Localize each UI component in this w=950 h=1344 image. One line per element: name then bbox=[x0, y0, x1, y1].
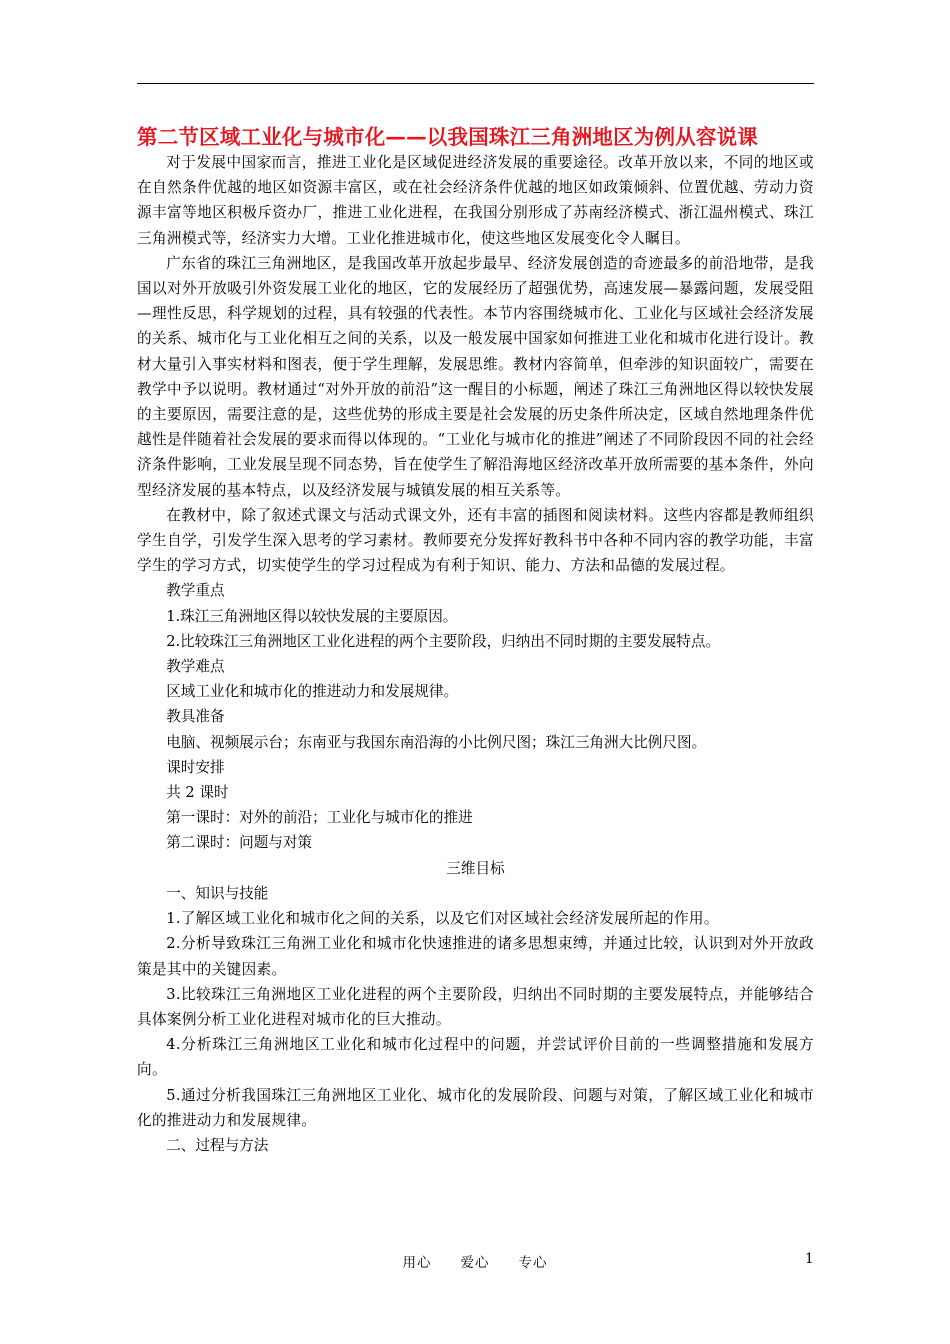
teaching-aids-heading: 教具准备 bbox=[166, 708, 225, 726]
schedule-heading: 课时安排 bbox=[166, 758, 225, 776]
teaching-focus-item-1: 1.珠江三角洲地区得以较快发展的主要原因。 bbox=[166, 607, 458, 625]
intro-paragraph-2: 广东省的珠江三角洲地区，是我国改革开放起步最早、经济发展创造的奇迹最多的前沿地带，是我国以对外开放吸引外资发展工业化的地区，它的发展经历了超强优势，高速发展—暴露问题，发展受阻—理性反思，科学规划的过程，具有较强的代表性。本节内容围绕城市化、工业化与区域社会经济发展的关系、城市化与工业化相互之间的关系，以及一般发展中国家如何推进工业化和城市化进行设计。教材大量引入事实材料和图表，便于学生理解，发展思维。教材内容简单，但牵涉的知识面较广，需要在教学中予以说明。教材通过“对外开放的前沿”这一醒目的小标题，阐述了珠江三角洲地区得以较快发展的主要原因，需要注意的是，这些优势的形成主要是社会发展的历史条件所决定，区域自然地理条件优越性是伴随着社会发展的要求而得以体现的。“工业化与城市化的推进”阐述了不同阶段因不同的社会经济条件影响，工业发展呈现不同态势，旨在使学生了解沿海地区经济改革开放所需要的基本条件，外向型经济发展的基本特点，以及经济发展与城镇发展的相互关系等。 bbox=[137, 254, 814, 499]
header-rule bbox=[137, 83, 814, 84]
objective-item-3: 3.比较珠江三角洲地区工业化进程的两个主要阶段，归纳出不同时期的主要发展特点，并能够结合具体案例分析工业化进程对城市化的巨大推动。 bbox=[137, 985, 814, 1028]
schedule-total: 共 2 课时 bbox=[166, 784, 229, 802]
schedule-lesson-2: 第二课时：问题与对策 bbox=[166, 834, 313, 852]
document-body bbox=[137, 124, 814, 1158]
page-number: 1 bbox=[805, 1251, 814, 1267]
teaching-focus-item-2: 2.比较珠江三角洲地区工业化进程的两个主要阶段，归纳出不同时期的主要发展特点。 bbox=[166, 632, 721, 650]
teaching-aids-text: 电脑、视频展示台；东南亚与我国东南沿海的小比例尺图；珠江三角洲大比例尺图。 bbox=[166, 733, 707, 751]
objective-item-1: 1.了解区域工业化和城市化之间的关系，以及它们对区域社会经济发展所起的作用。 bbox=[166, 910, 719, 928]
objectives-section-2: 二、过程与方法 bbox=[166, 1136, 269, 1154]
document-title: 第二节区域工业化与城市化——以我国珠江三角洲地区为例从容说课 bbox=[137, 125, 758, 149]
objective-item-5: 5.通过分析我国珠江三角洲地区工业化、城市化的发展阶段、问题与对策，了解区域工业化和城市化的推进动力和发展规律。 bbox=[137, 1086, 814, 1129]
teaching-difficulty-text: 区域工业化和城市化的推进动力和发展规律。 bbox=[166, 683, 459, 701]
objective-item-4: 4.分析珠江三角洲地区工业化和城市化过程中的问题，并尝试评价目前的一些调整措施和发展方向。 bbox=[137, 1036, 814, 1079]
objective-item-2: 2.分析导致珠江三角洲工业化和城市化快速推进的诸多思想束缚，并通过比较，认识到对外开放政策是其中的关键因素。 bbox=[137, 935, 814, 978]
intro-paragraph-3: 在教材中，除了叙述式课文与活动式课文外，还有丰富的插图和阅读材料。这些内容都是教师组织学生自学，引发学生深入思考的学习素材。教师要充分发挥好教科书中各种不同内容的教学功能，丰富学生的学习方式，切实使学生的学习过程成为有利于知识、能力、方法和品德的发展过程。 bbox=[137, 506, 814, 575]
schedule-lesson-1: 第一课时：对外的前沿；工业化与城市化的推进 bbox=[166, 809, 473, 827]
footer-motto: 用心 爱心 专心 bbox=[402, 1255, 548, 1271]
teaching-focus-heading: 教学重点 bbox=[166, 582, 225, 600]
intro-paragraph-1: 对于发展中国家而言，推进工业化是区域促进经济发展的重要途径。改革开放以来，不同的地区或在自然条件优越的地区如资源丰富区，或在社会经济条件优越的地区如政策倾斜、位置优越、劳动力资源丰富等地区积极斥资办厂，推进工业化进程，在我国分别形成了苏南经济模式、浙江温州模式、珠江三角洲模式等，经济实力大增。工业化推进城市化，使这些地区发展变化令人瞩目。 bbox=[137, 154, 814, 247]
teaching-difficulty-heading: 教学难点 bbox=[166, 658, 225, 676]
objectives-heading: 三维目标 bbox=[446, 859, 505, 877]
objectives-section-1: 一、知识与技能 bbox=[166, 884, 269, 902]
